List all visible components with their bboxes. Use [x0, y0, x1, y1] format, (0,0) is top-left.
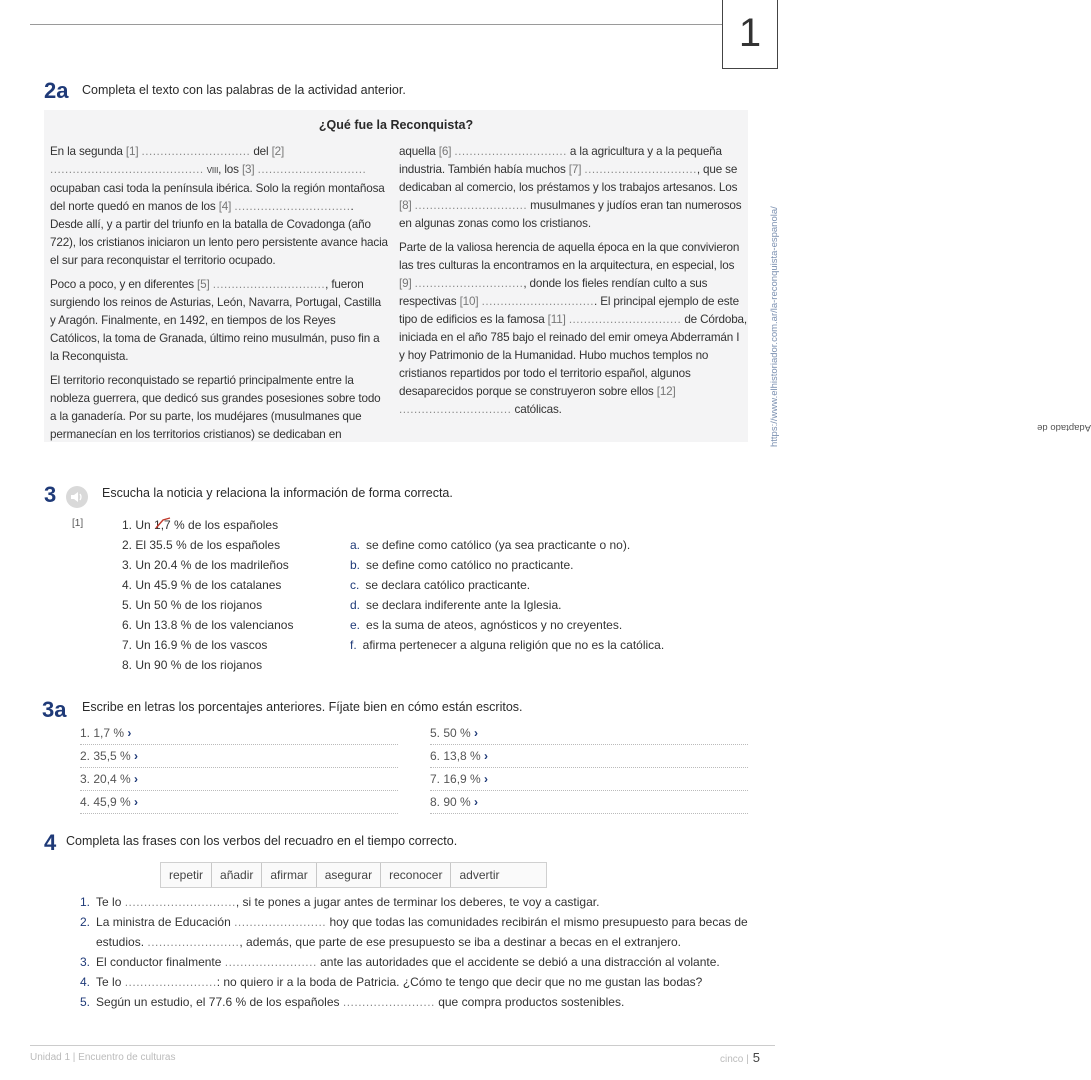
ex4-sentence: 4. Te lo ........................: no quiero ir a la boda de Patricia. ¿Cómo te tengo que decir que no me gustan las bodas?	[80, 975, 703, 989]
page-number: 5	[752, 1050, 760, 1065]
ex3-items	[122, 515, 352, 675]
ex3-options	[350, 535, 750, 655]
ex3-option: b. se define como católico no practicante.	[350, 558, 574, 572]
verb-chip: añadir	[212, 863, 262, 887]
ex3-item: 7. Un 16.9 % de los vascos	[122, 638, 268, 652]
answer-line[interactable]: 7. 16,9 % ›	[430, 768, 748, 791]
ex3-option: f. afirma pertenecer a alguna religión que no es la católica.	[350, 638, 665, 652]
ex3-item: 6. Un 13.8 % de los valencianos	[122, 618, 294, 632]
section-3-instruction: Escucha la noticia y relaciona la información de forma correcta.	[102, 486, 453, 500]
source-credit: Adaptado de https://www.elhistoriador.com.ar/la-reconquista-espanola/	[769, 206, 1091, 447]
footer-rule	[30, 1045, 775, 1046]
ex3-option: c. se declara católico practicante.	[350, 578, 531, 592]
unit-number-box: 1	[722, 0, 778, 69]
reading-title: ¿Qué fue la Reconquista?	[318, 118, 474, 132]
reading-left-column: En la segunda [1] ............................. del [2] ......................................... VIII, los [3] ............................. ocupaban casi toda la península ibérica. Solo la región montañosa del norte quedó en manos de los [4] ................................ Desde allí, y a partir del triunfo en la batalla de Covadonga (año 722), los cristianos iniciaron un lento pero persistente avance hacia el sur para reconquistar el territorio ocupado. Poco a poco, y en diferentes [5] .............................., fueron surgiendo los reinos de Asturias, León, Navarra, Portugal, Castilla y Aragón. Finalmente, en 1492, en tiempos de los Reyes Católicos, la toma de Granada, último reino musulmán, puso fin a la Reconquista. El territorio reconquistado se repartió principalmente entre la nobleza guerrera, que dedicó sus grandes posesiones sobre todo a la ganadería. Por su parte, los mudéjares (musulmanes que permanecían en los territorios cristianos) se dedicaban en	[50, 145, 388, 441]
ex4-sentence: 3. El conductor finalmente ........................ ante las autoridades que el accidente se debió a una distracción al volante.	[80, 955, 720, 969]
answer-line[interactable]: 8. 90 % ›	[430, 791, 748, 814]
verb-chip: asegurar	[317, 863, 381, 887]
handwritten-correction-mark	[154, 517, 172, 531]
section-3-number: 3	[44, 482, 57, 507]
answer-line[interactable]: 2. 35,5 % ›	[80, 745, 398, 768]
ex4-sentence: 1. Te lo ............................., si te pones a jugar antes de terminar los deberes, te voy a castigar.	[80, 895, 600, 909]
ex3-item: 5. Un 50 % de los riojanos	[122, 598, 263, 612]
ex3-option: d. se declara indiferente ante la Iglesia.	[350, 598, 562, 612]
answer-line[interactable]: 4. 45,9 % ›	[80, 791, 398, 814]
audio-speaker-icon[interactable]	[66, 486, 88, 508]
section-3a-number: 3a	[42, 697, 67, 722]
ex3a-right-lines	[430, 722, 748, 814]
ex3-item: 1. Un 1,7 % de los españoles	[122, 518, 279, 532]
section-2a-number: 2a	[44, 78, 69, 103]
verb-chip: advertir	[459, 868, 500, 882]
answer-line[interactable]: 1. 1,7 % ›	[80, 722, 398, 745]
ex4-sentence: 5. Según un estudio, el 77.6 % de los españoles ........................ que compra productos sostenibles.	[80, 995, 625, 1009]
answer-line[interactable]: 5. 50 % ›	[430, 722, 748, 745]
audio-track-number: [1]	[72, 518, 84, 529]
section-4-number: 4	[44, 830, 57, 855]
reading-right-column: aquella [6] .............................. a la agricultura y a la pequeña industria. También había muchos [7] .............................., que se dedicaban al comercio, los préstamos y los trabajos artesanos. Los [8] .............................. musulmanes y judíos eran tan numerosos en algunas zonas como los cristianos. Parte de la valiosa herencia de aquella época en la que convivieron las tres culturas la encontramos en la arquitectura, en especial, los [9] ............................., donde los fieles rendían culto a sus respectivas [10] ............................... El principal ejemplo de este tipo de edificios es la famosa [11] .............................. de Córdoba, iniciada en el año 785 bajo el reinado del emir omeya Abderramán I y hoy Patrimonio de la Humanidad. Hubo muchos templos no cristianos repartidos por todo el territorio español, algunos desaparecidos porque se construyeron sobre ellos [12] .............................. católicas.	[399, 145, 748, 416]
footer-unit: Unidad 1 | Encuentro de culturas	[30, 1052, 176, 1063]
ex3-option: e. es la suma de ateos, agnósticos y no creyentes.	[350, 618, 623, 632]
ex3-item: 8. Un 90 % de los riojanos	[122, 658, 263, 672]
ex4-sentences: 1. Te lo ............................., si te pones a jugar antes de terminar los deberes, te voy a castigar. 2. La ministra de Educación ........................ hoy que todas las comunidades recibirán el mismo presupuesto para becas de estudios. ........................, además, que parte de ese presupuesto se iba a destinar a becas en el extranjero. 3. El conductor finalmente ........................ ante las autoridades que el accidente se debió a una distracción al volante. 4. Te lo ........................: no quiero ir a la boda de Patricia. ¿Cómo te tengo que decir que no me gustan las bodas? 5. Según un estudio, el 77.6 % de los españoles ........................ que compra productos sostenibles.	[80, 892, 760, 1012]
verb-chip: reconocer	[381, 863, 451, 887]
verb-chip: repetir	[161, 863, 212, 887]
ex3-item: 4. Un 45.9 % de los catalanes	[122, 578, 282, 592]
ex3-item: 2. El 35.5 % de los españoles	[122, 538, 281, 552]
ex3-item: 3. Un 20.4 % de los madrileños	[122, 558, 289, 572]
ex4-sentence: 2. La ministra de Educación ........................ hoy que todas las comunidades recibirán el mismo presupuesto para becas de	[80, 915, 748, 929]
verb-chip: afirmar	[262, 863, 316, 887]
verb-box	[160, 862, 547, 888]
ex3-option: a. se define como católico (ya sea practicante o no).	[350, 538, 631, 552]
footer-page: cinco | 5	[720, 1050, 760, 1065]
answer-line[interactable]: 6. 13,8 % ›	[430, 745, 748, 768]
top-rule	[30, 24, 722, 25]
source-link[interactable]: https://www.elhistoriador.com.ar/la-reconquista-espanola/	[769, 206, 780, 447]
ex3a-left-lines	[80, 722, 398, 814]
answer-line[interactable]: 3. 20,4 % ›	[80, 768, 398, 791]
section-3a-instruction: Escribe en letras los porcentajes anteriores. Fíjate bien en cómo están escritos.	[82, 700, 523, 714]
section-2a-instruction: Completa el texto con las palabras de la actividad anterior.	[82, 83, 406, 97]
section-4-instruction: Completa las frases con los verbos del recuadro en el tiempo correcto.	[66, 834, 458, 848]
